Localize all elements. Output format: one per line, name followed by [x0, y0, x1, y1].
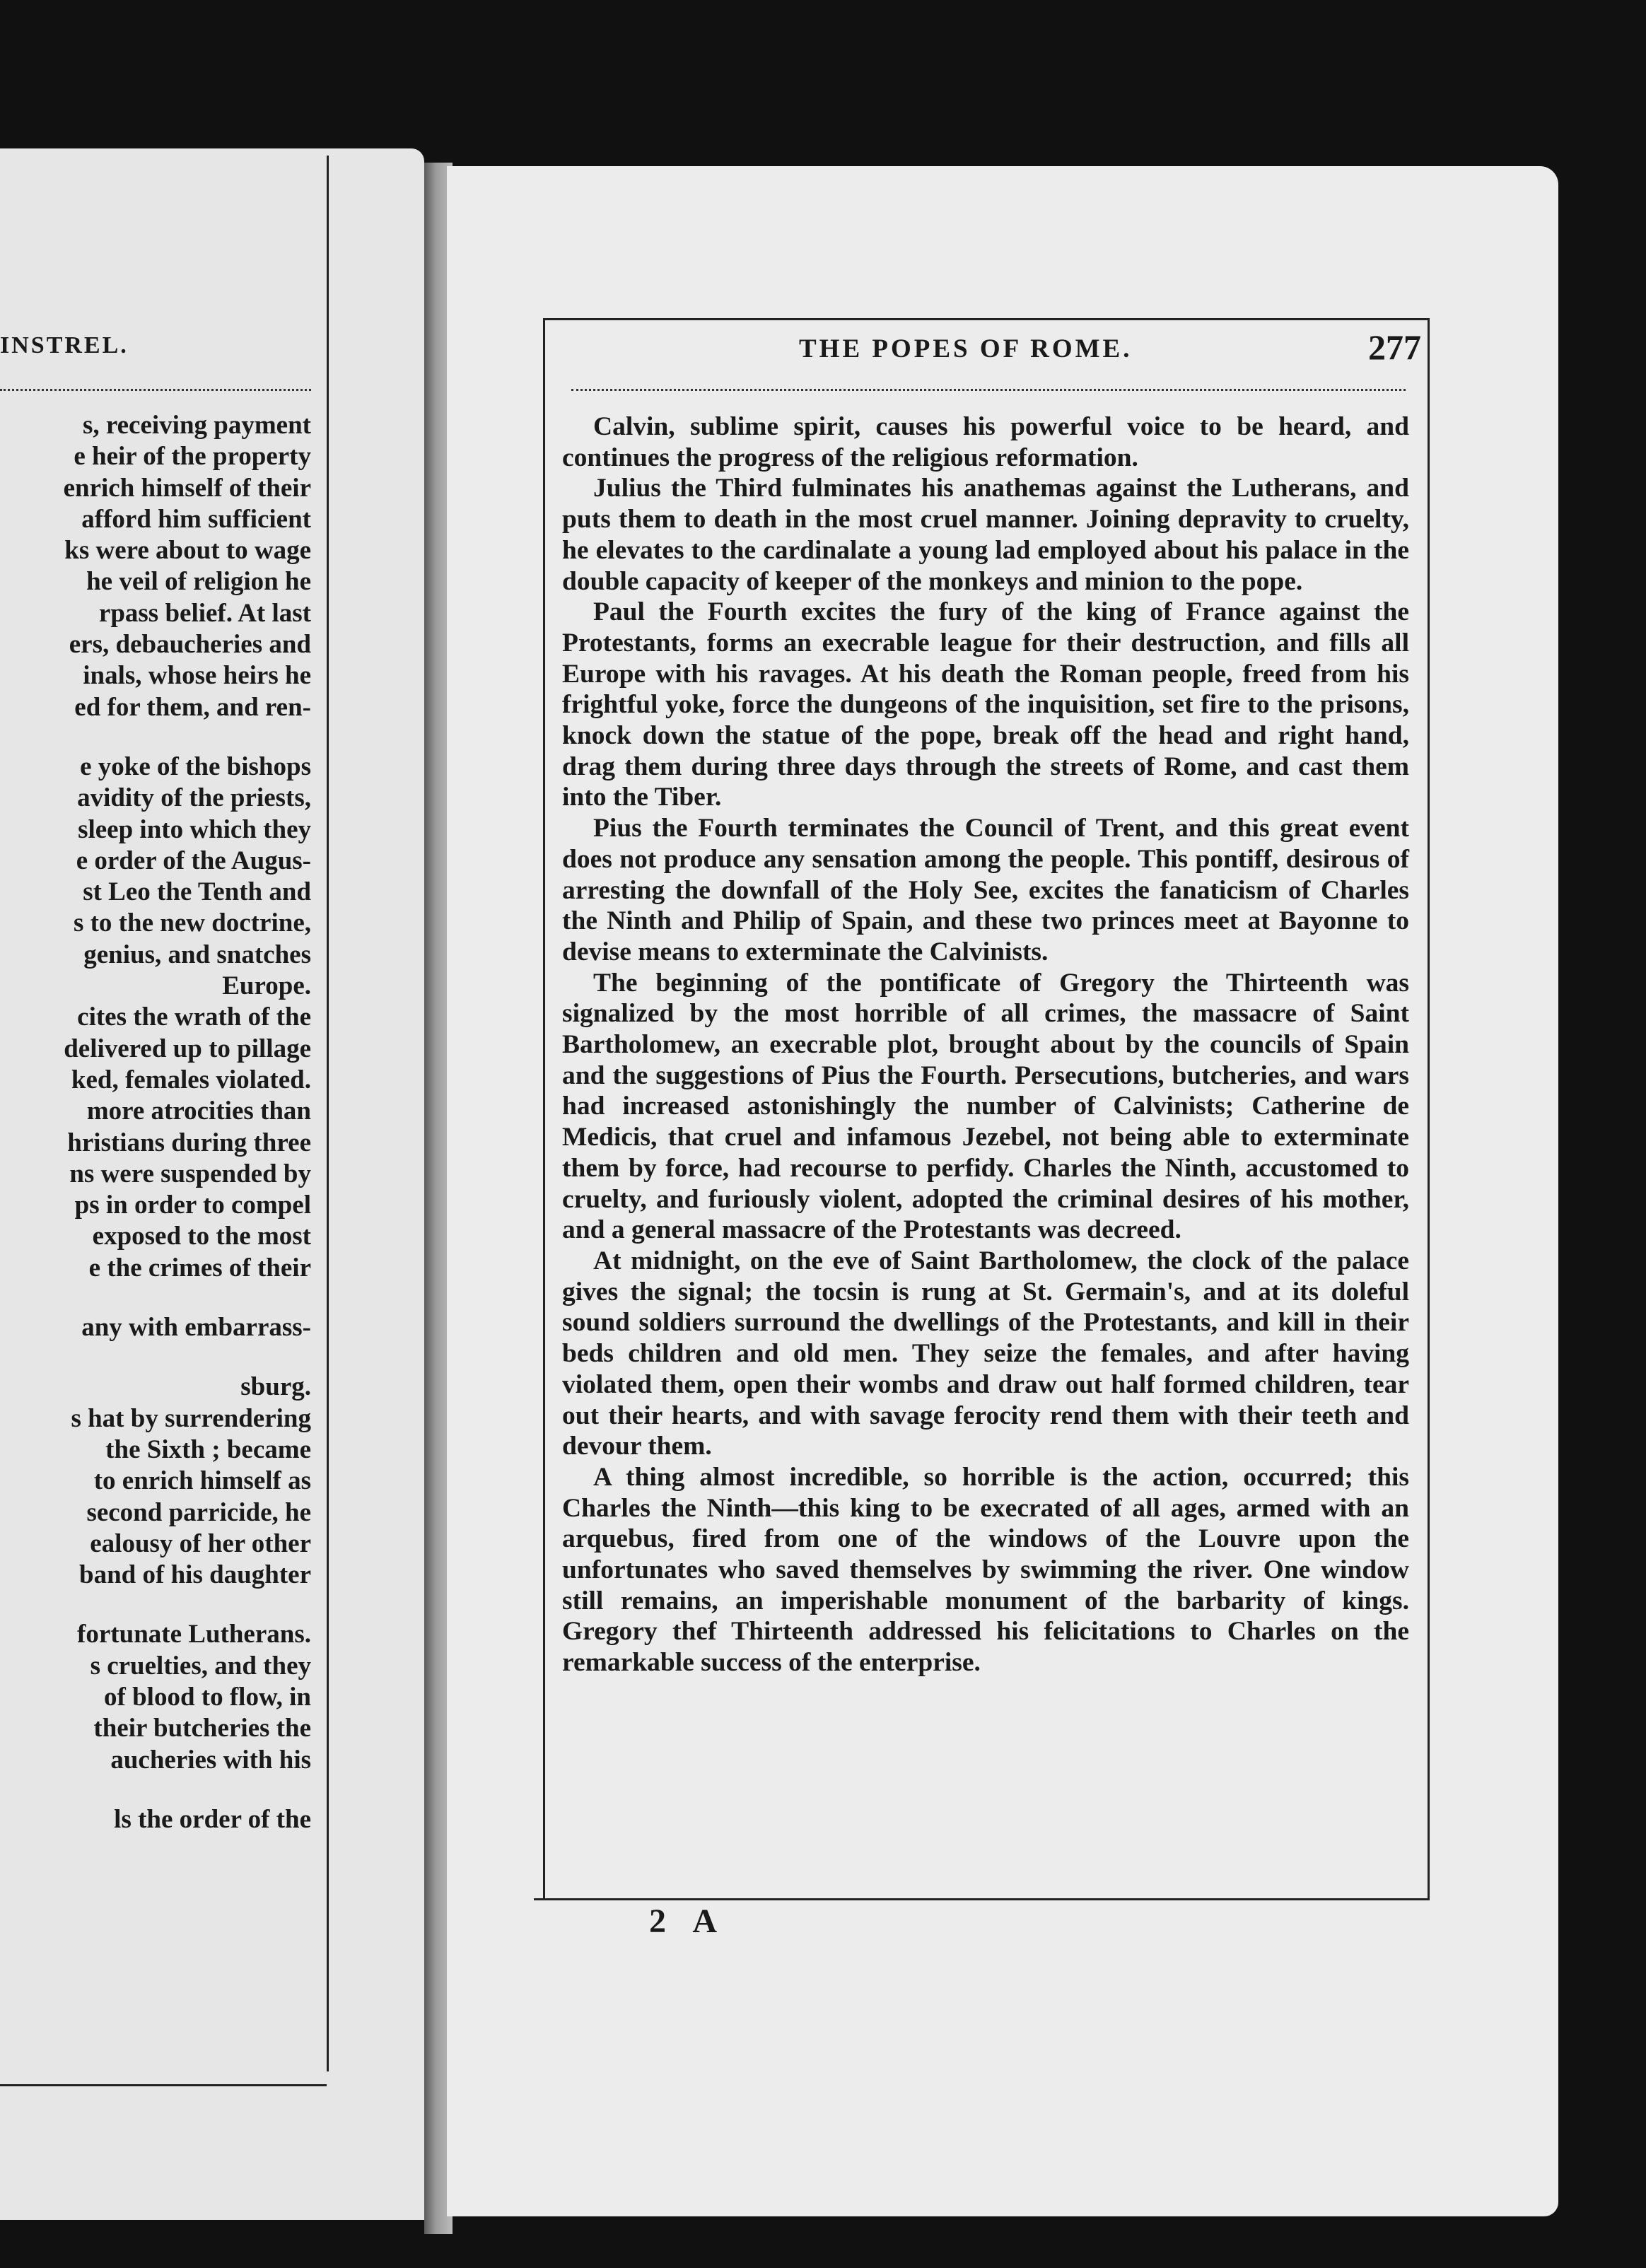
left-page-line: aucheries with his: [110, 1745, 311, 1775]
left-page-line: ealousy of her other: [90, 1528, 311, 1558]
left-page-line: s, receiving payment: [82, 411, 311, 440]
left-page-line: s cruelties, and they: [90, 1651, 311, 1680]
frame-bottom-rule: [534, 1898, 1430, 1900]
left-page-line: [0, 1591, 311, 1619]
left-page-line: of blood to flow, in: [104, 1682, 311, 1712]
paragraph: Pius the Fourth terminates the Council of Trent, and this great event does not produce any sensation among the people. This pontiff, desirous of arresting the downfall of the Holy See, excites the fanaticism of Charles the Ninth and Philip of Spain, and these two princes meet at Bayonne to devise means to exterminate the Calvinists.: [562, 814, 1409, 966]
left-page-line: ers, debaucheries and: [69, 630, 311, 660]
left-page-line: s to the new doctrine,: [73, 908, 311, 938]
left-page-text: [0, 410, 311, 1835]
left-page-line: afford him sufficient: [81, 504, 311, 534]
left-page-line: e heir of the property: [74, 442, 311, 472]
left-page-line: s hat by surrendering: [71, 1403, 311, 1433]
left-page-line: he veil of religion he: [86, 567, 311, 597]
left-ornament-rule: [0, 382, 311, 391]
frame-right-rule: [1428, 318, 1430, 1898]
left-page-line: band of his daughter: [79, 1560, 311, 1590]
left-page-line: ns were suspended by: [69, 1159, 311, 1188]
left-page-line: their butcheries the: [93, 1714, 311, 1743]
left-page-line: [0, 1776, 311, 1804]
ornament-rule: [571, 382, 1406, 391]
left-page-line: inals, whose heirs he: [83, 661, 311, 691]
left-page-line: e yoke of the bishops: [80, 752, 311, 781]
left-running-head: INSTREL.: [0, 332, 129, 358]
paragraph: Paul the Fourth excites the fury of the king of France against the Protestants, forms an execrable league for their destruction, and fills all Europe with his ravages. At his death the Roman people, freed from his frightful yoke, force the dungeons of the inquisition, set fire to the prisons, knock down the statue of the pope, break off the head and right hand, drag them during three days through the streets of Rome, and cast them into the Tiber.: [562, 597, 1409, 812]
paragraph: A thing almost incredible, so horrible is the action, occurred; this Charles the Ninth—this king to be execrated of all ages, armed with an arquebus, fired from one of the windows of the Louvre upon the unfortunates who saved themselves by swimming the river. One window still remains, an imperishable monument of the barbarity of kings. Gregory thef Thirteenth addressed his felicitations to Charles on the remarkable success of the enterprise.: [562, 1462, 1409, 1678]
left-page-line: [0, 1284, 311, 1312]
running-head: THE POPES OF ROME.: [799, 334, 1133, 363]
left-page-line: ked, females violated.: [71, 1065, 311, 1094]
left-page-line: ks were about to wage: [64, 536, 311, 566]
left-page-line: [0, 1343, 311, 1372]
frame-top-rule: [544, 318, 1430, 320]
left-page-line: genius, and snatches: [83, 940, 311, 969]
left-page-line: delivered up to pillage: [64, 1034, 311, 1063]
left-page-line: ls the order of the: [114, 1804, 311, 1834]
signature-mark: 2 A: [649, 1902, 728, 1940]
page-number: 277: [1368, 327, 1421, 367]
left-page-line: exposed to the most: [92, 1222, 311, 1251]
frame-left-rule: [543, 318, 545, 1898]
left-page-line: Europe.: [222, 971, 311, 1001]
left-page-frame-bottom: [0, 2084, 327, 2086]
left-page-line: e order of the Augus-: [76, 846, 311, 875]
left-page-line: the Sixth ; became: [105, 1434, 311, 1464]
left-page-line: any with embarrass-: [81, 1313, 311, 1343]
paragraph: Calvin, sublime spirit, causes his powerful voice to be heard, and continues the progress of the religious reformation.: [562, 412, 1409, 472]
left-page-line: cites the wrath of the: [77, 1003, 311, 1032]
left-page-line: sleep into which they: [78, 814, 311, 844]
left-page-line: ed for them, and ren-: [74, 692, 311, 722]
left-page-line: to enrich himself as: [93, 1466, 311, 1496]
left-page-line: sburg.: [240, 1372, 311, 1402]
left-page-line: more atrocities than: [86, 1097, 311, 1126]
left-page-line: rpass belief. At last: [98, 598, 311, 628]
left-page-line: [0, 723, 311, 752]
left-page-line: enrich himself of their: [63, 473, 311, 503]
left-page-line: avidity of the priests,: [77, 783, 311, 813]
body-text: [562, 411, 1409, 1678]
left-page-line: e the crimes of their: [88, 1253, 311, 1282]
left-page-line: hristians during three: [67, 1128, 311, 1157]
paragraph: Julius the Third fulminates his anathemas against the Lutherans, and puts them to death in the most cruel manner. Joining depravity to cruelty, he elevates to the cardinalate a young lad employed about his palace in the double capacity of keeper of the monkeys and minion to the pope.: [562, 474, 1409, 596]
left-page-line: st Leo the Tenth and: [83, 877, 311, 907]
paragraph: The beginning of the pontificate of Gregory the Thirteenth was signalized by the most horrible of all crimes, the massacre of Saint Bartholomew, an execrable plot, brought about by the councils of Spain and the suggestions of Pius the Fourth. Persecutions, butcheries, and wars had increased astonishingly the number of Calvinists; Catherine de Medicis, that cruel and infamous Jezebel, not being able to exterminate them by force, had recourse to perfidy. Charles the Ninth, accustomed to cruelty, and furiously violent, adopted the criminal desires of his mother, and a general massacre of the Protestants was decreed.: [562, 968, 1409, 1245]
left-page-line: fortunate Lutherans.: [77, 1620, 311, 1649]
left-page-line: ps in order to compel: [74, 1191, 311, 1220]
paragraph: At midnight, on the eve of Saint Bartholomew, the clock of the palace gives the signal; the tocsin is rung at St. Germain's, and at its doleful sound soldiers surround the dwellings of the Protestants, and kill in their beds children and old men. They seize the females, and after having violated them, open their wombs and draw out half formed children, tear out their hearts, and with savage ferocity rend them with their teeth and devour them.: [562, 1246, 1409, 1461]
left-page-line: second parricide, he: [86, 1497, 311, 1527]
